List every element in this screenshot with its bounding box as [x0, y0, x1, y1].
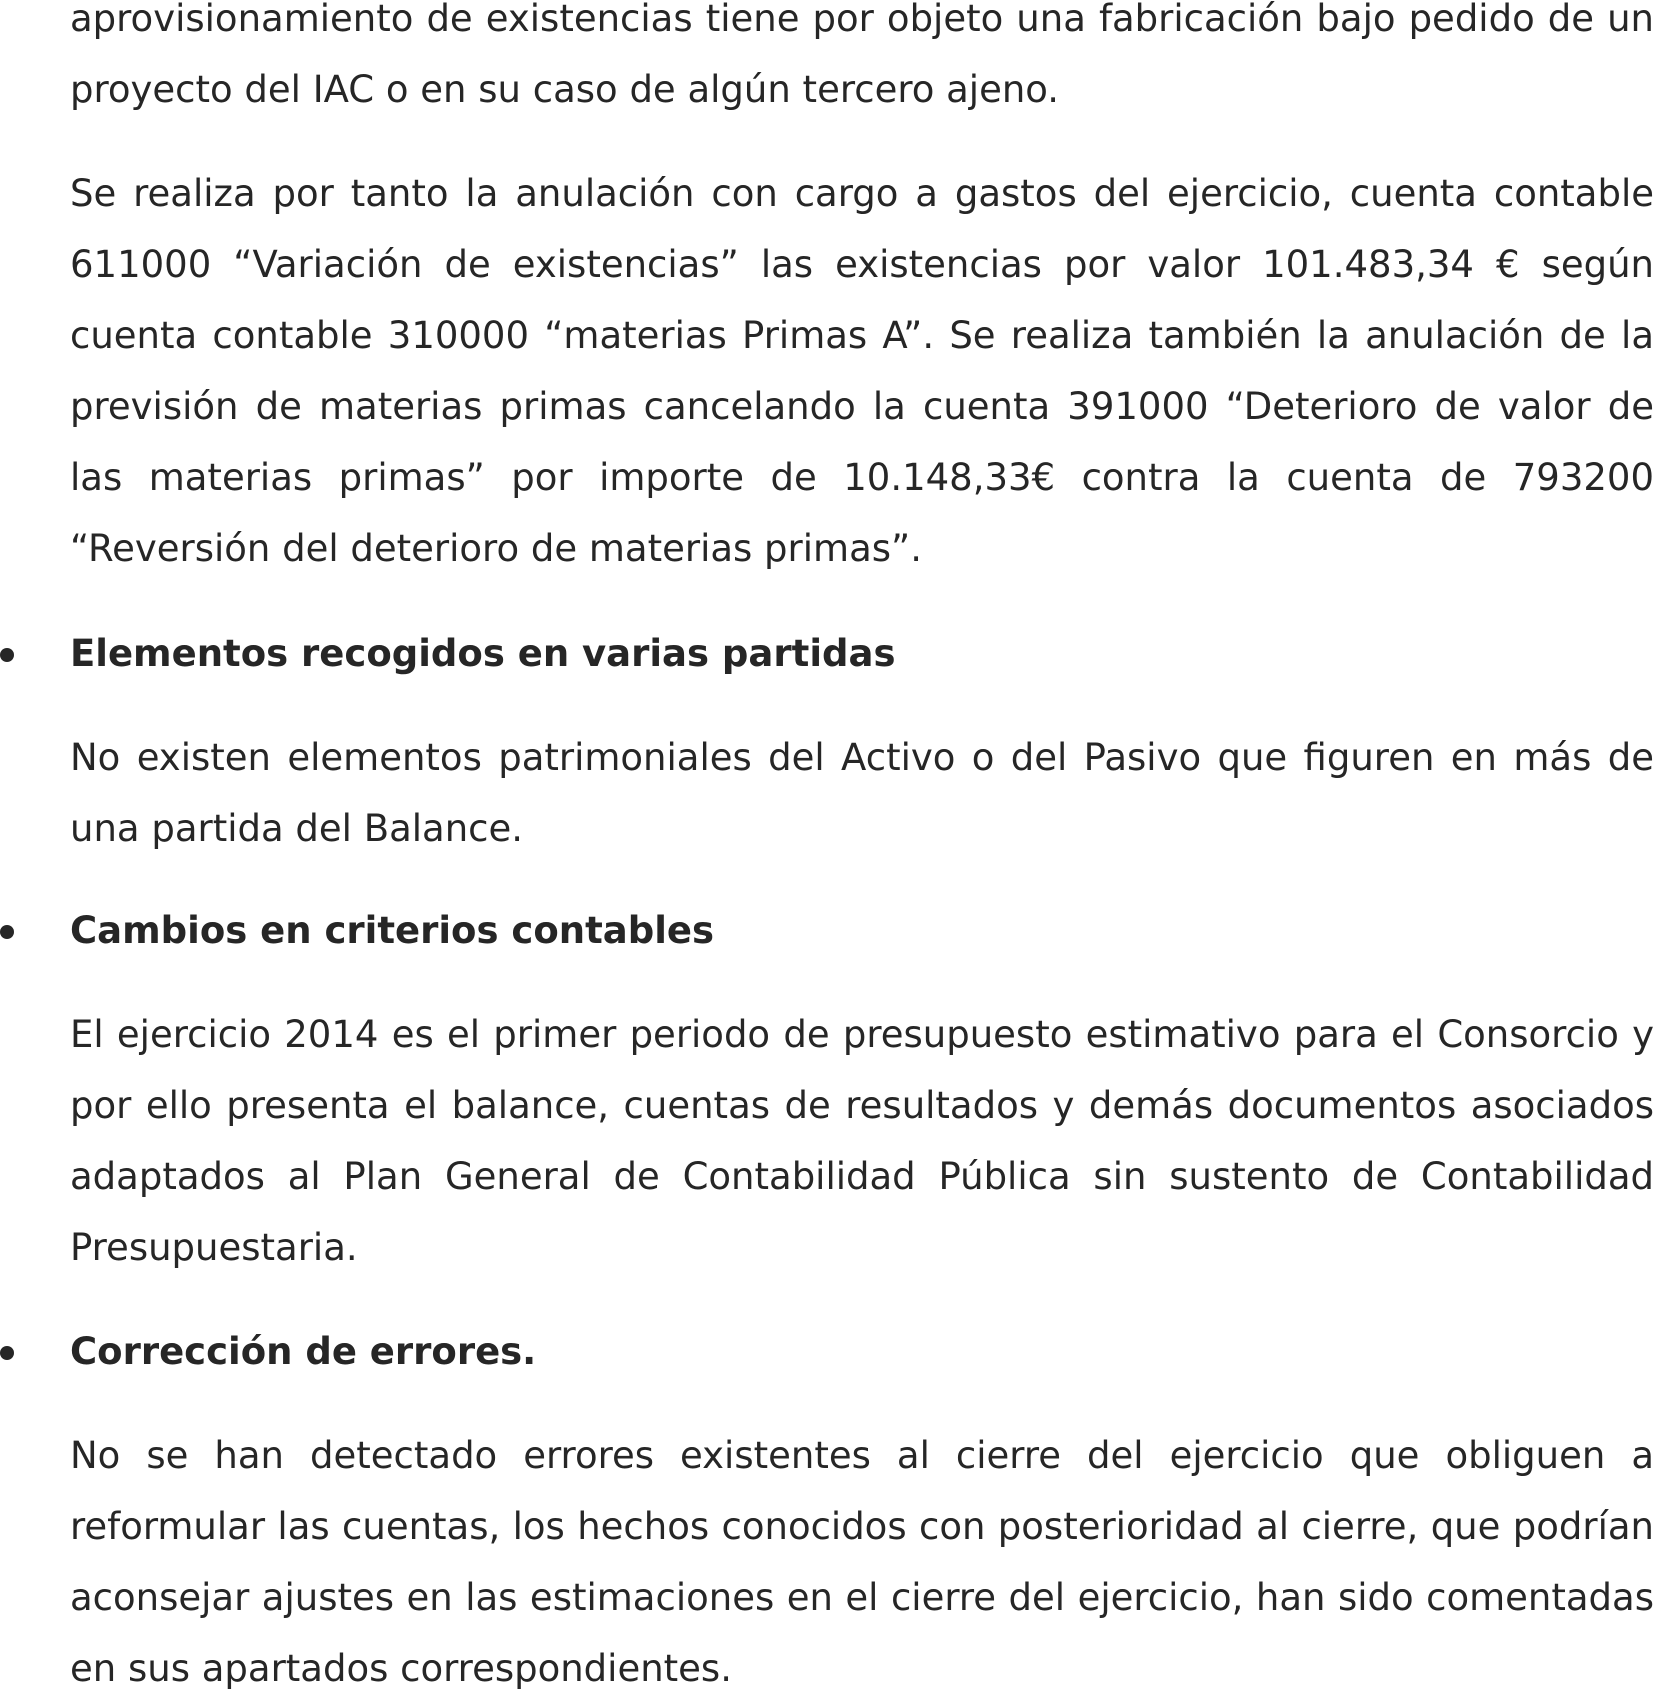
section-body: No se han detectado errores existentes al cierre del ejercicio que obliguen a reformular las cuentas, los hechos conocidos con posterioridad al cierre, que podrían aconsejar ajustes en las estimaciones en el cierre del ejercicio, han sido comentadas en sus apartados correspondientes.: [70, 1434, 1654, 1690]
bullet-icon: [0, 925, 14, 939]
bullet-icon: [0, 1346, 14, 1360]
bullet-icon: [0, 648, 14, 662]
bullet-item-correccion: [0, 1316, 1657, 1387]
section-body: No existen elementos patrimoniales del Activo o del Pasivo que figuren en más de una partida del Balance.: [70, 736, 1654, 850]
bullet-item-elementos: [0, 618, 1657, 689]
paragraph-intro-continuation: aprovisionamiento de existencias tiene por objeto una fabricación bajo pedido de un proyecto del IAC o en su caso de algún tercero ajeno.: [70, 0, 1654, 111]
section-heading: Elementos recogidos en varias partidas: [70, 632, 896, 675]
section-heading: Cambios en criterios contables: [70, 909, 715, 952]
section-heading: Corrección de errores.: [70, 1330, 537, 1373]
bullet-item-cambios: [0, 895, 1657, 966]
paragraph-anulacion: Se realiza por tanto la anulación con cargo a gastos del ejercicio, cuenta contable 611000 “Variación de existencias” las existencias por valor 101.483,34 € según cuenta contable 310000 “materias Primas A”. Se realiza también la anulación de la previsión de materias primas cancelando la cuenta 391000 “Deterioro de valor de las materias primas” por importe de 10.148,33€ contra la cuenta de 793200 “Reversión del deterioro de materias primas”.: [70, 172, 1654, 570]
section-body: El ejercicio 2014 es el primer periodo de presupuesto estimativo para el Consorcio y por ello presenta el balance, cuentas de resultados y demás documentos asociados adaptados al Plan General de Contabilidad Pública sin sustento de Contabilidad Presupuestaria.: [70, 1013, 1654, 1269]
